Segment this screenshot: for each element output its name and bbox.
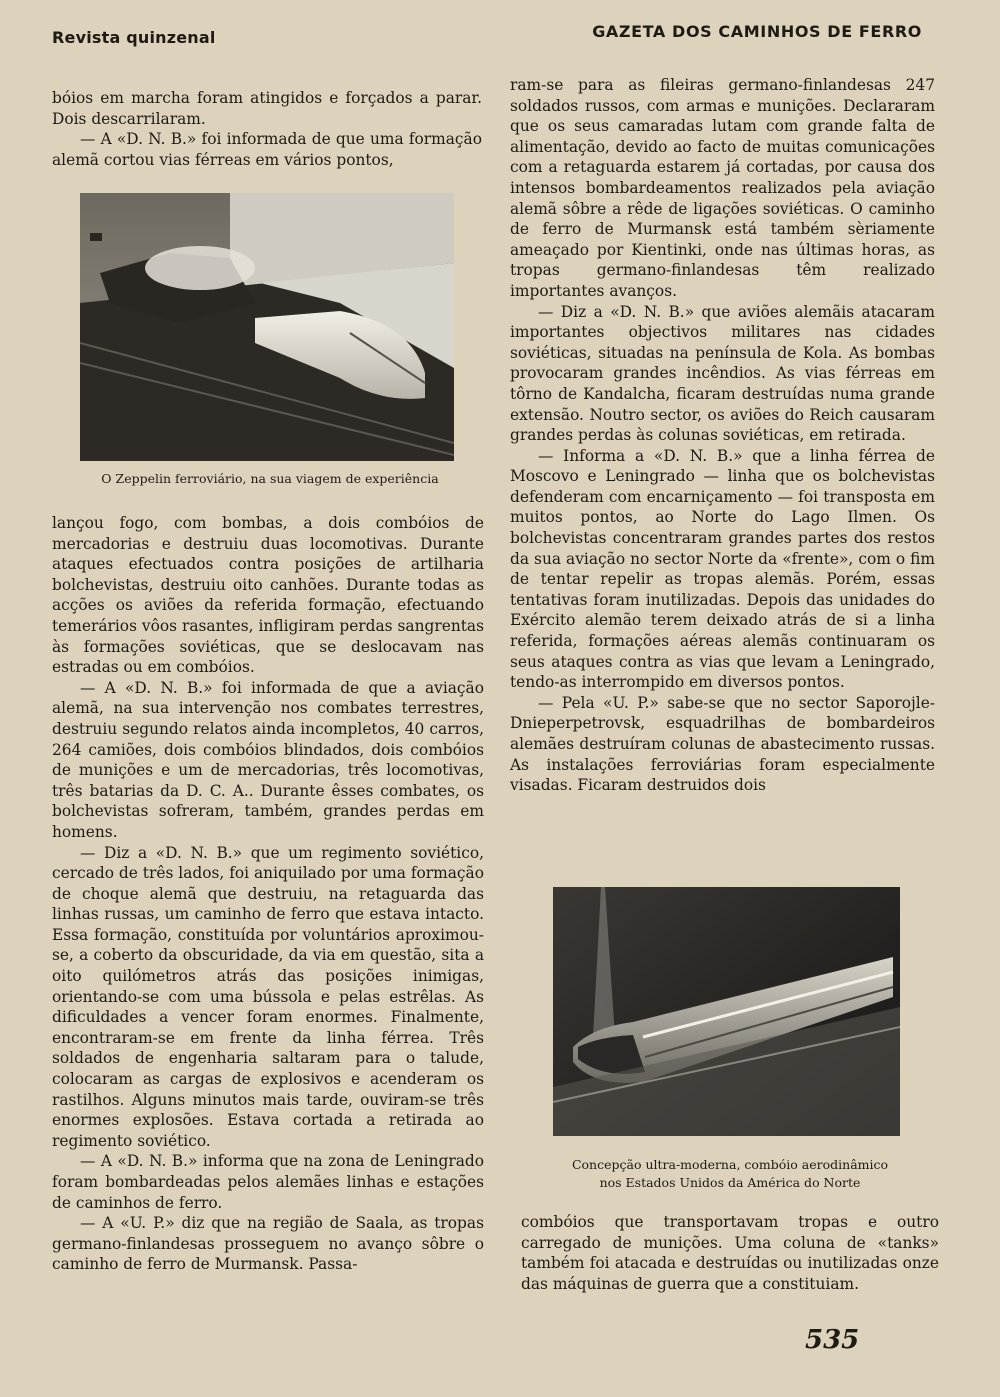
page-number: 535 — [805, 1325, 860, 1355]
paragraph: — A «D. N. B.» informa que na zona de Leningrado foram bombardeadas pelos alemães linhas e estações de caminhos de ferro. — [52, 1152, 484, 1212]
photo-streamlined-train — [553, 887, 900, 1136]
paragraph: lançou fogo, com bombas, a dois combóios de mercadorias e destruiu duas locomotivas. Durante ataques efectuados contra posições de artilharia bolchevistas, destruiu oito canhões. Durante todas as acções os aviões da referida formação, efectuando temerários vôos rasantes, infligiram perdas sangrentas às formações soviéticas, que se deslocavam nas estradas ou em combóios. — [52, 514, 484, 677]
right-column-top — [510, 75, 935, 796]
paragraph: — A «D. N. B.» foi informada de que a aviação alemã, na sua intervenção nos combates terrestres, destruiu segundo relatos ainda incompletos, 40 carros, 264 camiões, dois combóios blindados, dois combóios de munições e um de mercadorias, três locomotivas, três batarias da D. C. A.. Durante êsses combates, os bolchevistas sofreram, também, grandes perdas em homens. — [52, 678, 484, 841]
caption-line: Concepção ultra-moderna, combóio aerodinâmico — [571, 1157, 889, 1172]
left-column-bottom — [52, 513, 484, 1275]
paragraph: — Diz a «D. N. B.» que aviões alemãis atacaram importantes objectivos militares nas cidades soviéticas, situadas na península de Kola. As bombas provocaram grandes incêndios. As vias férreas em tôrno de Kandalcha, ficaram destruídas numa grande extensão. Noutro sector, os aviões do Reich causaram grandes perdas às colunas soviéticas, em retirada. — [510, 302, 935, 445]
left-column-top — [52, 88, 482, 170]
rail-zeppelin-illustration — [80, 193, 454, 461]
running-head-right: GAZETA DOS CAMINHOS DE FERRO — [592, 22, 922, 41]
figure-caption — [535, 1156, 925, 1192]
caption-line: nos Estados Unidos da América do Norte — [599, 1175, 861, 1190]
paragraph: combóios que transportavam tropas e outro carregado de munições. Uma coluna de «tanks» também foi atacada e destruídas ou inutilizadas onze das máquinas de guerra que a constituiam. — [521, 1213, 939, 1293]
paragraph: — A «D. N. B.» foi informada de que uma formação alemã cortou vias férreas em vários pontos, — [52, 130, 482, 169]
paragraph: — A «U. P.» diz que na região de Saala, as tropas germano-finlandesas prosseguem no avanço sôbre o caminho de ferro de Murmansk. Passa- — [52, 1214, 484, 1274]
streamlined-train-illustration — [553, 887, 900, 1136]
paragraph: ram-se para as fileiras germano-finlandesas 247 soldados russos, com armas e munições. Declararam que os seus camaradas lutam com grande falta de alimentação, devido ao facto de muitas comunicações com a retaguarda estarem já cortadas, por causa dos intensos bombardeamentos realizados pela aviação alemã sôbre a rêde de ligações soviéticas. O caminho de ferro de Murmansk está também sèriamente ameaçado por Kientinki, onde nas últimas horas, as tropas germano-finlandesas têm realizado importantes avanços. — [510, 76, 935, 300]
paragraph: bóios em marcha foram atingidos e forçados a parar. Dois descarrilaram. — [52, 89, 482, 128]
paragraph: — Pela «U. P.» sabe-se que no sector Saporojle-Dnieperpetrovsk, esquadrilhas de bombardeiros alemães destruíram colunas de abastecimento russas. As instalações ferroviárias foram especialmente visadas. Ficaram destruidos dois — [510, 693, 935, 795]
photo-rail-zeppelin — [80, 193, 454, 461]
figure-caption: O Zeppelin ferroviário, na sua viagem de experiência — [101, 471, 439, 486]
right-column-bottom — [521, 1212, 939, 1294]
paragraph: — Informa a «D. N. B.» que a linha férrea de Moscovo e Leningrado — linha que os bolchevistas defenderam com encarniçamento — foi transposta em muitos pontos, ao Norte do Lago Ilmen. Os bolchevistas concentraram grandes partes dos restos da sua aviação no sector Norte da «frente», com o fim de tentar repelir as tropas alemãs. Porém, essas tentativas foram inutilizadas. Depois das unidades do Exército alemão terem deixado atrás de si a linha referida, formações aéreas alemãs continuaram os seus ataques contra as vias que levam a Leningrado, tendo-as interrompido em diversos pontos. — [510, 446, 935, 692]
paragraph: — Diz a «D. N. B.» que um regimento soviético, cercado de três lados, foi aniquilado por uma formação de choque alemã que destruiu, na retaguarda das linhas russas, um caminho de ferro que estava intacto. Essa formação, constituída por voluntários aproximou-se, a coberto da obscuridade, da via em questão, sita a oito quilómetros atrás das posições inimigas, orientando-se com uma bússola e pelas estrêlas. As dificuldades a vencer foram enormes. Finalmente, encontraram-se em frente da linha férrea. Três soldados de engenharia saltaram para o talude, colocaram as cargas de explosivos e acenderam os rastilhos. Alguns minutos mais tarde, ouviram-se três enormes explosões. Estava cortada a retirada ao regimento soviético. — [52, 843, 484, 1150]
running-head-left: Revista quinzenal — [52, 28, 216, 47]
